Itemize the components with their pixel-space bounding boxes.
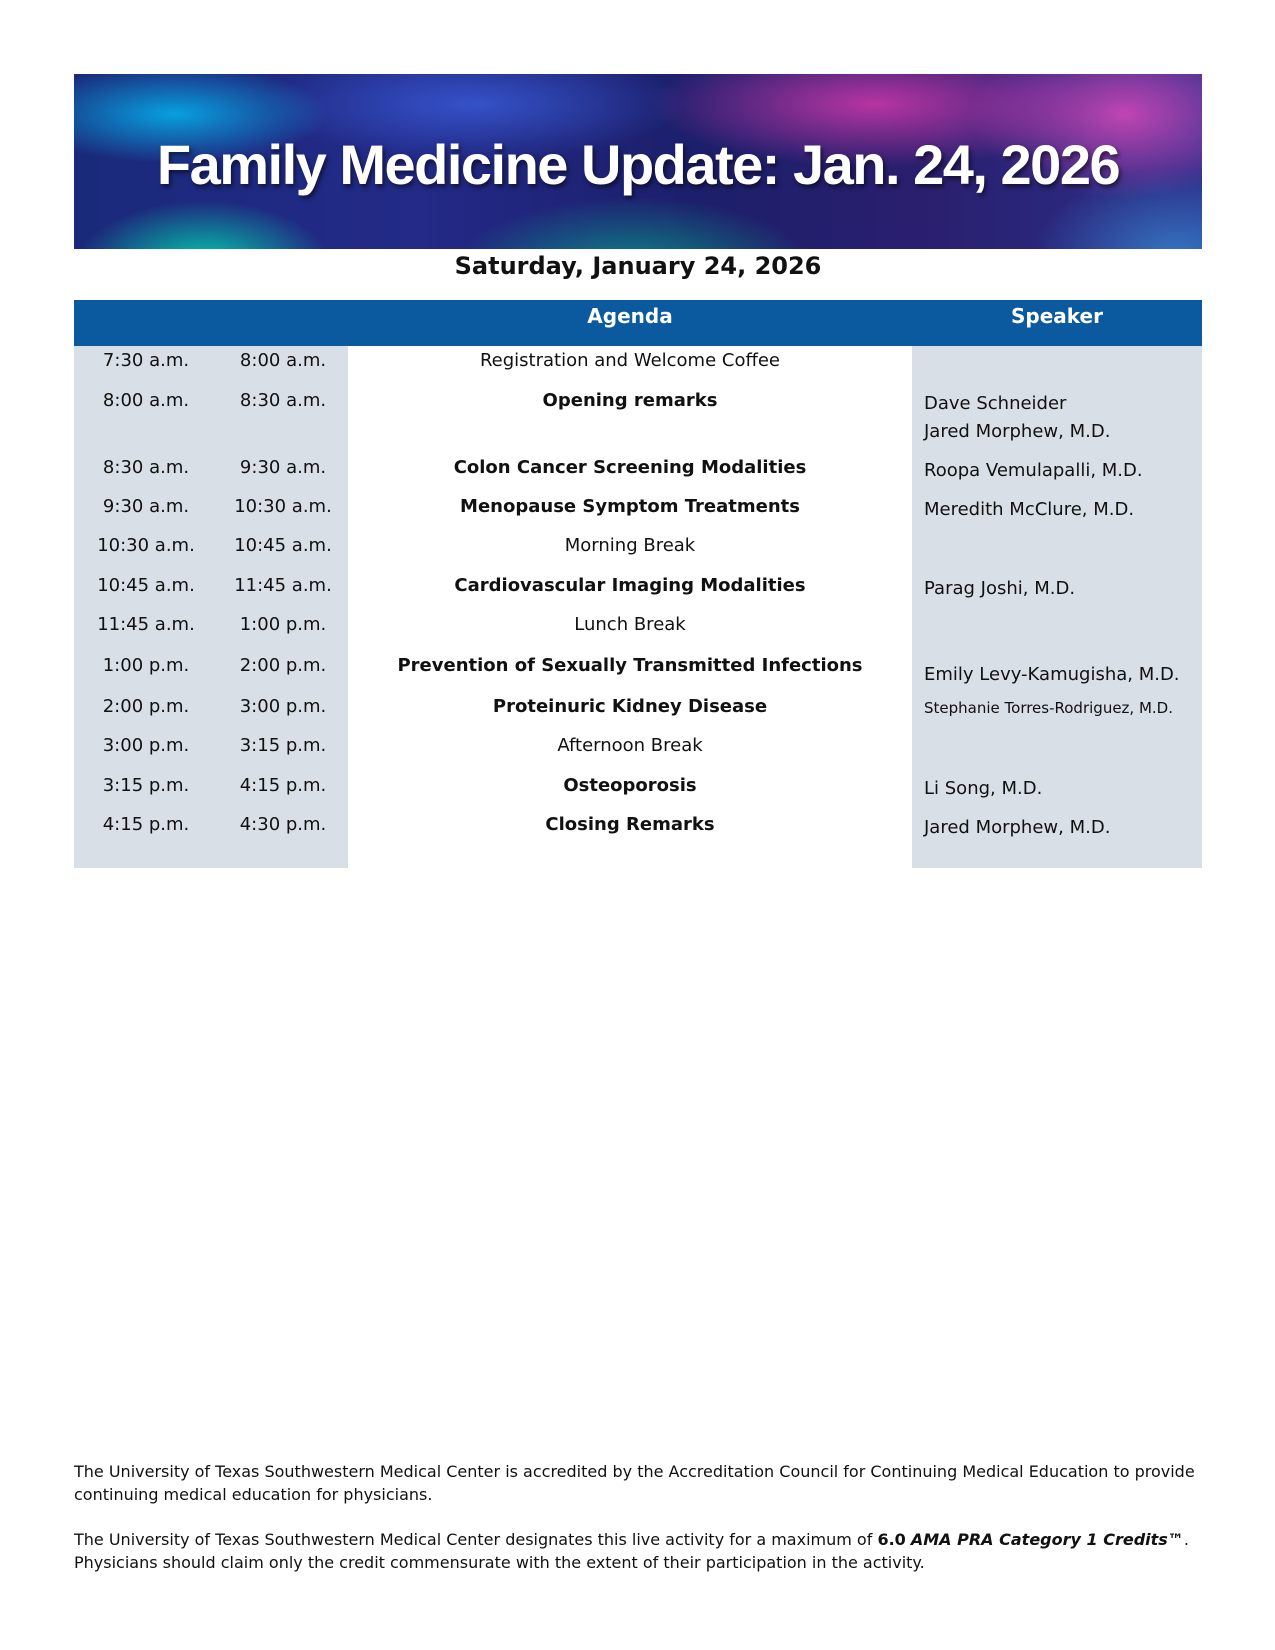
start-time: 2:00 p.m.: [102, 696, 190, 717]
table-body: [74, 346, 1202, 868]
start-time: 8:30 a.m.: [102, 457, 190, 478]
start-time: 10:30 a.m.: [97, 535, 195, 556]
session-title: Cardiovascular Imaging Modalities: [454, 575, 806, 596]
start-time: 3:15 p.m.: [102, 775, 190, 796]
table-row: [74, 775, 1202, 815]
session-title: Opening remarks: [542, 390, 718, 411]
speaker-name: Jared Morphew, M.D.: [924, 817, 1111, 838]
speaker-name: Jared Morphew, M.D.: [924, 421, 1111, 442]
end-time: 4:30 p.m.: [239, 814, 327, 835]
table-row: [74, 814, 1202, 854]
start-time: 8:00 a.m.: [102, 390, 190, 411]
table-row: [74, 457, 1202, 497]
session-title: Registration and Welcome Coffee: [479, 350, 781, 371]
start-time: 1:00 p.m.: [102, 655, 190, 676]
session-title: Colon Cancer Screening Modalities: [453, 457, 807, 478]
speaker-name: Stephanie Torres-Rodriguez, M.D.: [924, 699, 1173, 717]
table-row: [74, 655, 1202, 695]
table-row: [74, 535, 1202, 575]
credit-amount: 6.0: [877, 1530, 906, 1549]
session-title: Morning Break: [564, 535, 696, 556]
start-time: 4:15 p.m.: [102, 814, 190, 835]
table-row: [74, 496, 1202, 536]
designation-text: The University of Texas Southwestern Medical Center designates this live activity for a maximum of: [74, 1530, 878, 1549]
end-time: 10:45 a.m.: [234, 535, 332, 556]
end-time: 9:30 a.m.: [239, 457, 327, 478]
banner-title: Family Medicine Update: Jan. 24, 2026: [156, 133, 1120, 196]
table-header: [74, 300, 1202, 346]
speaker-name: Roopa Vemulapalli, M.D.: [924, 460, 1143, 481]
table-row: [74, 390, 1202, 442]
speaker-name: Dave Schneider: [924, 393, 1067, 414]
session-title: Lunch Break: [574, 614, 686, 635]
date-heading: Saturday, January 24, 2026: [454, 252, 822, 280]
table-row: [74, 696, 1202, 736]
table-row: [74, 575, 1202, 615]
table-row: [74, 614, 1202, 654]
credit-name: AMA PRA Category 1 Credits™: [910, 1530, 1184, 1549]
end-time: 11:45 a.m.: [234, 575, 332, 596]
end-time: 3:00 p.m.: [239, 696, 327, 717]
table-row: [74, 350, 1202, 390]
start-time: 9:30 a.m.: [102, 496, 190, 517]
speaker-name: Emily Levy-Kamugisha, M.D.: [924, 664, 1180, 685]
end-time: 4:15 p.m.: [239, 775, 327, 796]
speaker-name: Parag Joshi, M.D.: [924, 578, 1076, 599]
session-title: Afternoon Break: [557, 735, 703, 756]
session-title: Prevention of Sexually Transmitted Infections: [397, 655, 863, 676]
end-time: 8:30 a.m.: [239, 390, 327, 411]
accreditation-statement: The University of Texas Southwestern Medical Center is accredited by the Accreditation Council for Continuing Medical Education to provide continuing medical education for physicians.: [74, 1462, 1195, 1504]
end-time: 1:00 p.m.: [239, 614, 327, 635]
designation-text-end: . Physicians should claim only the credit commensurate with the extent of their participation in the activity.: [74, 1530, 1189, 1572]
start-time: 3:00 p.m.: [102, 735, 190, 756]
session-title: Closing Remarks: [545, 814, 715, 835]
end-time: 3:15 p.m.: [239, 735, 327, 756]
session-title: Menopause Symptom Treatments: [460, 496, 800, 517]
start-time: 11:45 a.m.: [97, 614, 195, 635]
session-title: Proteinuric Kidney Disease: [492, 696, 768, 717]
end-time: 10:30 a.m.: [234, 496, 332, 517]
speaker-name: Meredith McClure, M.D.: [924, 499, 1135, 520]
speaker-column-header: Speaker: [1011, 304, 1103, 328]
speaker-name: Li Song, M.D.: [924, 778, 1043, 799]
session-title: Osteoporosis: [563, 775, 697, 796]
agenda-table: [74, 300, 1202, 868]
table-row: [74, 735, 1202, 775]
agenda-column-header: Agenda: [587, 304, 673, 328]
start-time: 10:45 a.m.: [97, 575, 195, 596]
end-time: 8:00 a.m.: [239, 350, 327, 371]
credit-designation-statement: [74, 1528, 1202, 1574]
event-banner: [74, 74, 1202, 249]
end-time: 2:00 p.m.: [239, 655, 327, 676]
start-time: 7:30 a.m.: [102, 350, 190, 371]
